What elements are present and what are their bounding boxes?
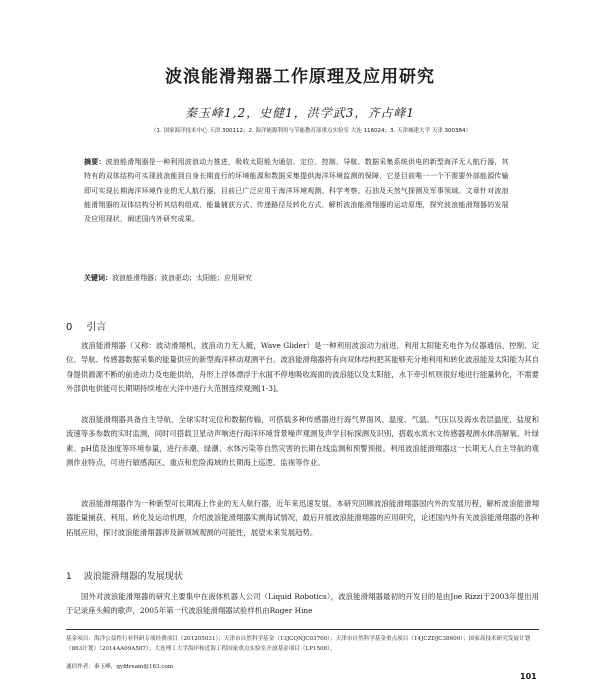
affiliation: （1. 国家海洋技术中心 天津 300112；2. 海洋能源利用与节能教育部重点实验室 大连 116024；3. 天津城建大学 天津 300384）: [151, 128, 471, 134]
footnote-fund: 基金项目：海洋公益性行业科研专项经费项目（201205031）；天津市自然科学基金（13JCQNJC03700）；天津市自然科学基金重点项目（14JCZDJC38600）；国家高技术研究发展计划（863计划）（2014AA09A507）；大连理工大学海岸和近海工程国家重点实验室开放基金项目（LP1508）。: [66, 636, 531, 652]
paragraph: 波浪能滑翔器作为一种新型可长期海上作业的无人航行器，近年来迅速发展。本研究回顾波浪能滑翔器国内外的发展历程，解析波浪能滑翔器能量捕获、利用、转化及运动机理，介绍波浪能滑翔器实测海试情况，最后开展波浪能滑翔器的应用研究，论述国内外有关波浪能滑翔器的各种拓展应用，探讨波浪能滑翔器涉及新领域观测的可能性，展望未来发展趋势。: [66, 499, 540, 537]
section-heading-intro: [66, 318, 120, 333]
section-title: 引言: [86, 322, 107, 333]
abstract: [84, 155, 514, 226]
abstract-text: 波浪能滑翔器是一种利用波浪动力推进，吸收太阳能为通信、定位、控制、导航、数据采集系统供电的新型海洋无人航行器，其特有的双体结构可实现波浪能到自身长期直行的环境能源和数据采集提供海洋环境监测的保障，它是目前唯一一个不需要外部能源传输即可实现长期海洋环境作业的无人航行器，目前已广泛应用于海洋环境观测、科学考察、石油及天然气探测及军事领域。文章针对波浪能滑翔器的双体结构分析其结构组成、能量捕获方式、传递路径及转化方式，解析波浪能滑翔器的运动原理，探究波浪能滑翔器的发展及应用现状，阐述国内外研究成果。: [84, 158, 509, 224]
author-list: 秦玉峰1,2，史健1，洪学武3，齐占峰1: [185, 106, 415, 120]
page-number: 101: [520, 672, 537, 681]
keywords-label: 关键词：: [84, 274, 112, 282]
paragraph: 波浪能滑翔器（又称：波动滑翔机，波浪动力无人艇，Wave Glider）是一种利用波浪动力前进，利用太阳能充电作为仪器通信、控制、定位、导航、传感器数据采集的能量供应的新型海洋移动观测平台。波浪能滑翔器将有向双体结构把其能够充分地利用和转化波浪能及太阳能为其自身提供源源不断的前进动力及电能供给，舟形上浮体漂浮于水面不停地吸收海面的波浪能以及太阳能，水下牵引机则很好地进行能量转化，不需要外部供电供能可长期期持续地在大洋中进行大范围连续观测[1-3]。: [66, 341, 540, 394]
paper-title: 波浪能滑翔器工作原理及应用研究: [165, 67, 435, 87]
footnote-divider: [66, 629, 539, 630]
footnote-author: 通信作者：秦玉峰，qyfdream@163.com: [66, 664, 174, 670]
section-heading-status: [66, 569, 195, 582]
section-number: 1: [66, 572, 72, 582]
keywords-text: 波浪能滑翔器；波浪驱动；太阳能；应用研究: [112, 274, 252, 282]
paragraph: 波浪能滑翔器具备自主导航、全球实时定位和数据传输，可搭载多种传感器进行海气界面风、温度、气温、气压以及海水表层温度、盐度和流速等多参数的实时监测，同时可搭载卫星动声响进行海洋环境背景噪声观测及声学目标探测及识别，搭载水质水文传感器观测水体溶解氧、叶绿素、pH值及浊度等环境参量，进行赤潮、绿潮、水体污染等自然灾害的长期在线监测和预警预报。利用波浪能滑翔器这一长期无人自主导航的观测作业特点，可进行敏感海区、重点和危险海域的长期海上巡逻、监视等作业。: [66, 415, 540, 468]
paragraph: 国外对波浪能滑翔器的研究主要集中在液体机器人公司（Liquid Robotics），波浪能滑翔器最初的开发目的是由Joe Rizzi于2003年提出用于记录座头鲸的歌声，2005年第一代波浪能滑翔器试验样机由Roger Hine: [66, 592, 539, 616]
abstract-label: 摘要：: [84, 158, 106, 166]
keywords: [84, 271, 514, 285]
section-title: 波浪能滑翔器的发展现状: [83, 572, 183, 582]
section-number: 0: [66, 322, 73, 333]
